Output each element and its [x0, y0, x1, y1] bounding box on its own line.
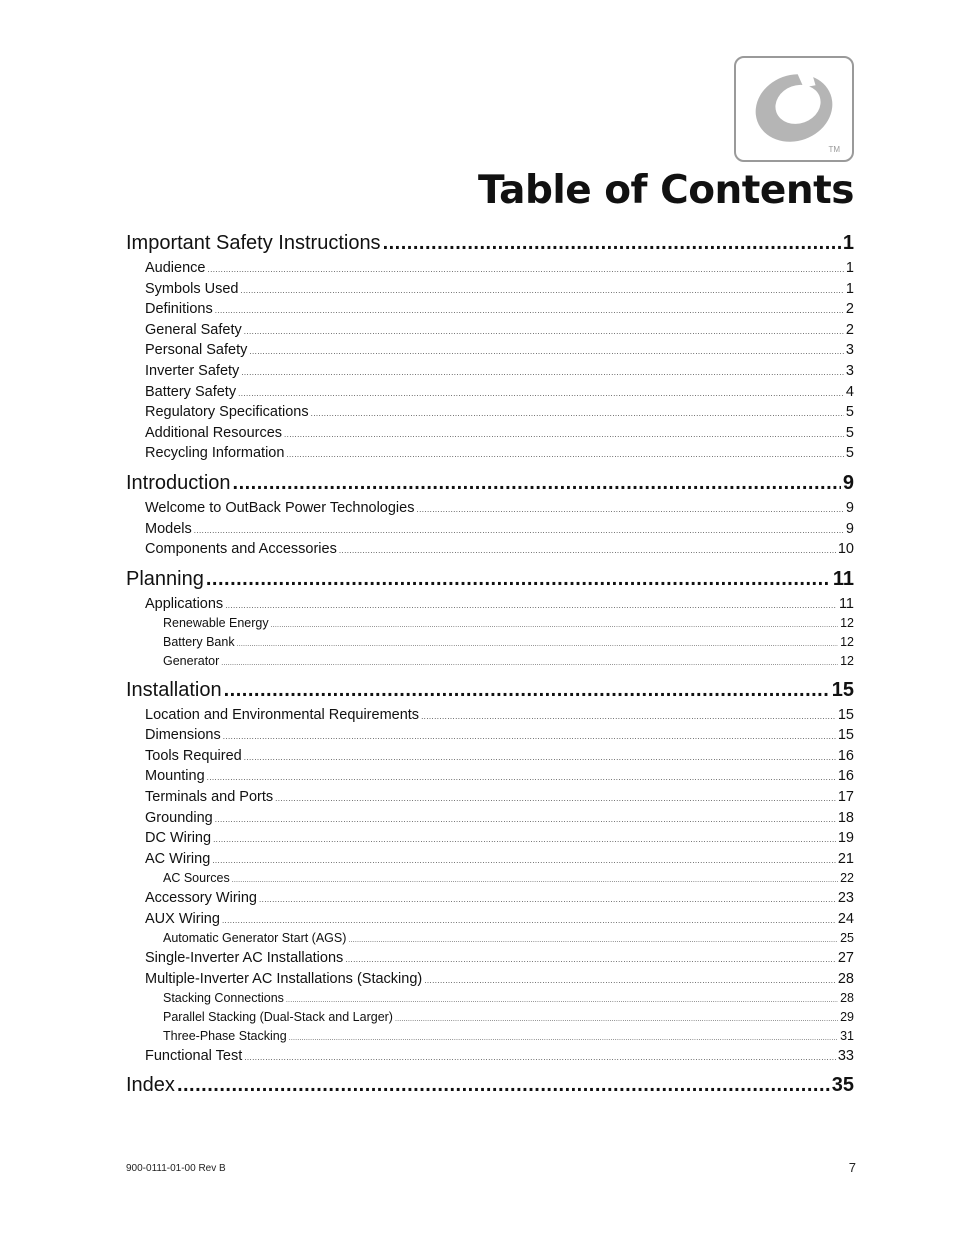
dot-leader: [383, 229, 841, 258]
toc-entry-page: 16: [837, 768, 854, 785]
dot-leader: [212, 851, 836, 870]
toc-entry-page: 21: [837, 850, 854, 867]
toc-entry-page: 28: [837, 970, 854, 987]
toc-entry-page: 29: [840, 1010, 854, 1025]
dot-leader: [249, 342, 844, 361]
dot-leader: [215, 301, 844, 320]
toc-entry-title: Welcome to OutBack Power Technologies: [145, 499, 415, 516]
trademark-symbol: TM: [828, 145, 840, 154]
dot-leader: [221, 655, 838, 671]
dot-leader: [311, 404, 844, 423]
toc-chapter-entry[interactable]: [126, 565, 854, 594]
toc-section-entry[interactable]: [126, 705, 854, 726]
toc-entry-title: Grounding: [145, 809, 213, 826]
toc-entry-title: Regulatory Specifications: [145, 404, 309, 421]
toc-section-entry[interactable]: [126, 969, 854, 990]
dot-leader: [240, 281, 843, 300]
toc-entry-title: Location and Environmental Requirements: [145, 706, 420, 723]
toc-chapter-entry[interactable]: [126, 676, 854, 705]
toc-section-entry[interactable]: [126, 279, 854, 300]
toc-entry-title: DC Wiring: [145, 830, 212, 847]
toc-entry-title: Important Safety Instructions: [126, 232, 381, 254]
toc-entry-page: 33: [837, 1047, 854, 1064]
toc-section-entry[interactable]: [126, 849, 854, 870]
toc-subsection-entry[interactable]: [126, 989, 854, 1008]
dot-leader: [232, 872, 838, 888]
toc-chapter-entry[interactable]: [126, 469, 854, 498]
toc-entry-page: 12: [840, 653, 854, 668]
toc-entry-page: 35: [831, 1074, 854, 1097]
dot-leader: [259, 890, 836, 909]
toc-entry-page: 18: [837, 809, 854, 826]
dot-leader: [194, 521, 844, 540]
toc-entry-title: Multiple-Inverter AC Installations (Stacking): [145, 970, 423, 987]
toc-entry-title: Single-Inverter AC Installations: [145, 950, 344, 967]
toc-entry-title: Battery Bank: [163, 635, 235, 650]
dot-leader: [223, 727, 836, 746]
toc-entry-page: 1: [842, 232, 854, 254]
toc-entry-page: 9: [842, 471, 854, 494]
dot-leader: [395, 1011, 838, 1027]
toc-entry-page: 4: [845, 383, 854, 400]
toc-section-entry[interactable]: [126, 340, 854, 361]
toc-section-entry[interactable]: [126, 808, 854, 829]
toc-entry-title: Tools Required: [145, 747, 242, 764]
toc-entry-page: 1: [845, 280, 854, 297]
toc-section-entry[interactable]: [126, 258, 854, 279]
toc-section-entry[interactable]: [126, 787, 854, 808]
toc-entry-title: Additional Resources: [145, 424, 283, 441]
toc-section-entry[interactable]: [126, 423, 854, 444]
dot-leader: [345, 950, 836, 969]
toc-entry-page: 17: [837, 789, 854, 806]
outback-logo-icon: [734, 56, 854, 162]
toc-entry-page: 12: [840, 616, 854, 631]
toc-entry-page: 22: [840, 871, 854, 886]
toc-section-entry[interactable]: [126, 746, 854, 767]
dot-leader: [348, 932, 838, 948]
toc-entry-title: Parallel Stacking (Dual-Stack and Larger): [163, 1010, 393, 1025]
toc-entry-page: 11: [838, 595, 854, 612]
toc-section-entry[interactable]: [126, 519, 854, 540]
toc-entry-title: General Safety: [145, 321, 242, 338]
toc-section-entry[interactable]: [126, 299, 854, 320]
toc-entry-page: 19: [837, 830, 854, 847]
page-title: Table of Contents: [478, 168, 854, 213]
toc-entry-title: Mounting: [145, 768, 205, 785]
toc-entry-title: Battery Safety: [145, 383, 237, 400]
dot-leader: [237, 636, 839, 652]
dot-leader: [275, 789, 836, 808]
dot-leader: [416, 500, 843, 519]
toc-entry-page: 15: [837, 706, 854, 723]
dot-leader: [286, 992, 838, 1008]
toc-entry-title: Generator: [163, 653, 220, 668]
toc-entry-page: 10: [837, 541, 854, 558]
toc-section-entry[interactable]: [126, 382, 854, 403]
toc-section-entry[interactable]: [126, 725, 854, 746]
dot-leader: [241, 363, 844, 382]
page-number: 7: [848, 1160, 856, 1175]
dot-leader: [424, 971, 836, 990]
toc-entry-page: 3: [845, 342, 854, 359]
toc-entry-page: 27: [837, 950, 854, 967]
toc-entry-title: Automatic Generator Start (AGS): [163, 931, 347, 946]
toc-entry-page: 28: [840, 991, 854, 1006]
toc-entry-page: 5: [845, 445, 854, 462]
toc-subsection-entry[interactable]: [126, 1027, 854, 1046]
toc-subsection-entry[interactable]: [126, 633, 854, 652]
toc-entry-title: Three-Phase Stacking: [163, 1029, 287, 1044]
toc-entry-page: 12: [840, 635, 854, 650]
toc-subsection-entry[interactable]: [126, 652, 854, 671]
toc-entry-title: Components and Accessories: [145, 541, 337, 558]
toc-entry-page: 25: [840, 931, 854, 946]
toc-entry-page: 31: [840, 1029, 854, 1044]
document-number: 900-0111-01-00 Rev B: [126, 1163, 226, 1174]
toc-entry-title: Recycling Information: [145, 445, 285, 462]
dot-leader: [421, 707, 836, 726]
dot-leader: [222, 911, 836, 930]
dot-leader: [244, 748, 836, 767]
dot-leader: [244, 322, 844, 341]
toc-entry-title: Functional Test: [145, 1047, 243, 1064]
toc-section-entry[interactable]: [126, 888, 854, 909]
toc-subsection-entry[interactable]: [126, 1008, 854, 1027]
toc-entry-page: 5: [845, 424, 854, 441]
toc-entry-title: Personal Safety: [145, 342, 248, 359]
dot-leader: [224, 676, 830, 705]
toc-entry-title: Installation: [126, 678, 222, 701]
toc-entry-title: AC Wiring: [145, 850, 211, 867]
dot-leader: [177, 1071, 830, 1100]
toc-entry-title: Applications: [145, 595, 224, 612]
dot-leader: [339, 541, 836, 560]
toc-section-entry[interactable]: [126, 1046, 854, 1067]
toc-section-entry[interactable]: [126, 402, 854, 423]
toc-chapter-entry[interactable]: [126, 1071, 854, 1100]
toc-entry-title: Stacking Connections: [163, 991, 284, 1006]
toc-entry-page: 11: [832, 567, 854, 590]
toc-entry-page: 9: [845, 520, 854, 537]
toc-entry-page: 1: [845, 260, 854, 276]
toc-entry-title: Models: [145, 520, 192, 537]
table-of-contents: [126, 229, 854, 1100]
toc-entry-title: Definitions: [145, 301, 213, 318]
toc-section-entry[interactable]: [126, 443, 854, 464]
toc-section-entry[interactable]: [126, 828, 854, 849]
dot-leader: [207, 768, 836, 787]
dot-leader: [271, 617, 838, 633]
toc-entry-title: Introduction: [126, 471, 231, 494]
dot-leader: [286, 445, 844, 464]
dot-leader: [225, 596, 837, 615]
toc-entry-page: 23: [837, 890, 854, 907]
toc-entry-page: 5: [845, 404, 854, 421]
toc-entry-title: Dimensions: [145, 727, 221, 744]
dot-leader: [213, 830, 836, 849]
toc-entry-page: 2: [845, 301, 854, 318]
dot-leader: [207, 260, 843, 279]
dot-leader: [289, 1030, 838, 1046]
toc-entry-page: 9: [845, 499, 854, 516]
toc-entry-title: AUX Wiring: [145, 910, 220, 927]
toc-entry-title: Accessory Wiring: [145, 890, 257, 907]
toc-entry-title: Symbols Used: [145, 280, 239, 297]
dot-leader: [215, 810, 836, 829]
toc-entry-page: 3: [845, 362, 854, 379]
toc-entry-page: 16: [837, 747, 854, 764]
toc-section-entry[interactable]: [126, 498, 854, 519]
toc-entry-title: Index: [126, 1074, 175, 1097]
toc-section-entry[interactable]: [126, 361, 854, 382]
dot-leader: [238, 384, 844, 403]
toc-entry-page: 15: [837, 727, 854, 744]
toc-section-entry[interactable]: [126, 909, 854, 930]
toc-section-entry[interactable]: [126, 766, 854, 787]
dot-leader: [244, 1048, 836, 1067]
toc-section-entry[interactable]: [126, 948, 854, 969]
toc-section-entry[interactable]: [126, 539, 854, 560]
toc-entry-page: 2: [845, 321, 854, 338]
toc-subsection-entry[interactable]: [126, 869, 854, 888]
dot-leader: [233, 469, 841, 498]
dot-leader: [284, 425, 844, 444]
toc-entry-title: Planning: [126, 567, 204, 590]
toc-entry-title: Audience: [145, 260, 206, 276]
toc-subsection-entry[interactable]: [126, 614, 854, 633]
toc-entry-page: 15: [831, 678, 854, 701]
toc-entry-page: 24: [837, 910, 854, 927]
toc-chapter-entry[interactable]: [126, 229, 854, 258]
toc-subsection-entry[interactable]: [126, 929, 854, 948]
toc-entry-title: Terminals and Ports: [145, 789, 274, 806]
toc-entry-title: Renewable Energy: [163, 616, 269, 631]
toc-section-entry[interactable]: [126, 594, 854, 615]
toc-entry-title: AC Sources: [163, 871, 230, 886]
toc-entry-title: Inverter Safety: [145, 362, 240, 379]
toc-section-entry[interactable]: [126, 320, 854, 341]
dot-leader: [206, 565, 831, 594]
